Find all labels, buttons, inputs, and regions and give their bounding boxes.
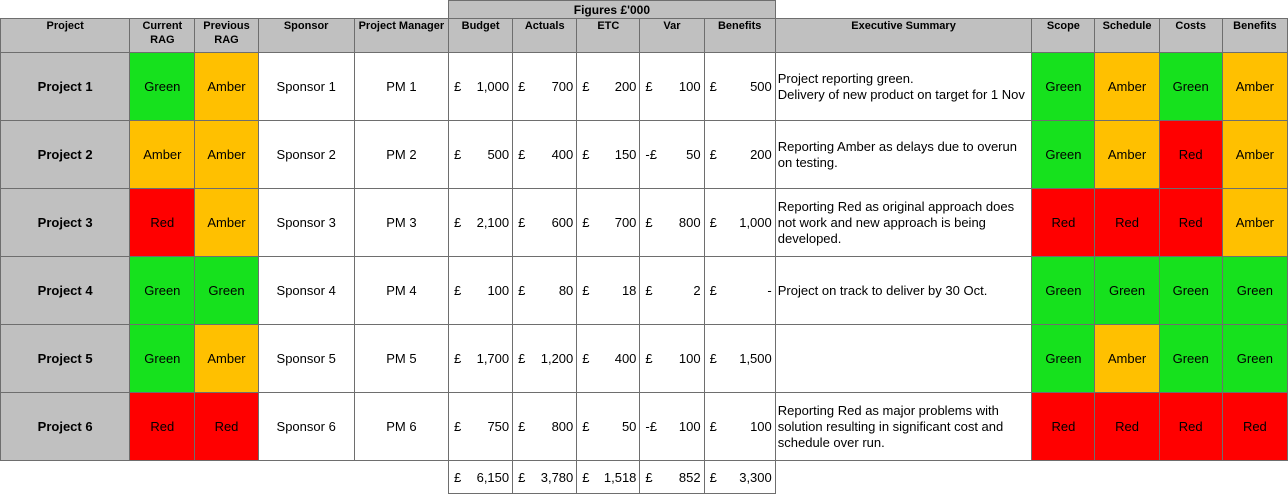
etc-cell <box>577 53 640 121</box>
costs-status-label: Green <box>1172 79 1209 94</box>
scope-status <box>1032 53 1095 121</box>
table-body <box>1 53 1288 461</box>
var-value: 100 <box>678 351 701 366</box>
benefits-value: 1,500 <box>739 351 772 366</box>
schedule-status <box>1095 189 1159 257</box>
project-manager-cell <box>354 121 448 189</box>
project-name: Project 4 <box>37 283 93 298</box>
actuals-value: 80 <box>558 283 574 298</box>
currency-symbol: £ <box>645 351 653 366</box>
benefits-status <box>1222 257 1287 325</box>
benefits-status-label: Amber <box>1235 147 1275 162</box>
benefits-value: 1,000 <box>739 215 772 230</box>
project-manager-name: PM 4 <box>386 283 417 298</box>
costs-status <box>1159 121 1222 189</box>
summary-line: solution resulting in significant cost and <box>777 418 1004 434</box>
scope-status-label: Red <box>1051 215 1076 230</box>
sponsor-cell <box>258 325 354 393</box>
schedule-status-label: Red <box>1115 419 1139 434</box>
currency-symbol: £ <box>454 469 462 485</box>
actuals-cell <box>513 53 577 121</box>
previous-rag-status-label: Amber <box>207 79 246 94</box>
budget-cell <box>449 325 513 393</box>
current-rag-status <box>130 393 195 461</box>
currency-symbol: £ <box>454 147 462 162</box>
blank-cell <box>1 461 449 494</box>
current-rag-status-label: Green <box>144 79 181 94</box>
actuals-value: 800 <box>551 419 574 434</box>
executive-summary-cell <box>775 121 1032 189</box>
previous-rag-status <box>195 121 258 189</box>
etc-value: 18 <box>621 283 637 298</box>
scope-status <box>1032 189 1095 257</box>
actuals-cell <box>513 393 577 461</box>
current-rag-status <box>130 257 195 325</box>
scope-status <box>1032 325 1095 393</box>
actuals-value: 600 <box>551 215 574 230</box>
project-manager-cell <box>354 325 448 393</box>
total-etc-value: 1,518 <box>603 469 637 485</box>
project-name: Project 6 <box>37 419 93 434</box>
etc-value: 50 <box>621 419 637 434</box>
currency-symbol: £ <box>582 147 590 162</box>
currency-symbol: £ <box>709 215 717 230</box>
sponsor-name: Sponsor 5 <box>276 351 336 366</box>
table-row <box>1 189 1288 257</box>
summary-line: on testing. <box>777 154 838 170</box>
project-manager-cell <box>354 393 448 461</box>
project-manager-name: PM 2 <box>386 147 417 162</box>
var-cell <box>640 53 704 121</box>
benefits-cell <box>704 393 775 461</box>
costs-status <box>1159 53 1222 121</box>
actuals-value: 1,200 <box>540 351 574 366</box>
scope-status-label: Green <box>1045 283 1082 298</box>
actuals-value: 400 <box>551 147 574 162</box>
budget-value: 1,700 <box>476 351 510 366</box>
total-var-cell <box>640 461 704 494</box>
column-header-row <box>1 19 1288 53</box>
figures-header-row <box>1 1 1288 19</box>
total-actuals-value: 3,780 <box>540 469 574 485</box>
executive-summary-cell <box>775 325 1032 393</box>
currency-symbol: £ <box>518 215 526 230</box>
etc-value: 400 <box>614 351 637 366</box>
benefits-value: 200 <box>750 147 772 162</box>
current-rag-status <box>130 53 195 121</box>
summary-line: developed. <box>777 230 842 246</box>
executive-summary-cell <box>775 393 1032 461</box>
currency-symbol: £ <box>518 351 526 366</box>
costs-status <box>1159 393 1222 461</box>
schedule-status-label: Amber <box>1107 79 1147 94</box>
var-cell <box>640 393 704 461</box>
header-current-rag: Current RAG <box>130 19 195 53</box>
header-project-manager: Project Manager <box>354 19 448 53</box>
budget-value: 100 <box>487 283 510 298</box>
currency-symbol: £ <box>454 419 462 434</box>
budget-cell <box>449 393 513 461</box>
total-benefits-cell <box>704 461 775 494</box>
current-rag-status-label: Green <box>144 351 181 366</box>
header-benefits: Benefits <box>704 19 775 53</box>
currency-symbol: £ <box>454 351 462 366</box>
currency-symbol: £ <box>709 283 717 298</box>
currency-symbol: £ <box>454 215 462 230</box>
currency-symbol: £ <box>709 79 717 94</box>
benefits-cell <box>704 257 775 325</box>
table-row <box>1 121 1288 189</box>
benefits-status-label: Green <box>1236 283 1273 298</box>
etc-value: 150 <box>614 147 637 162</box>
total-budget-cell <box>449 461 513 494</box>
budget-cell <box>449 257 513 325</box>
etc-value: 200 <box>614 79 637 94</box>
benefits-cell <box>704 189 775 257</box>
currency-symbol: £ <box>582 283 590 298</box>
currency-symbol: £ <box>454 79 462 94</box>
project-name: Project 5 <box>37 351 93 366</box>
etc-cell <box>577 257 640 325</box>
etc-cell <box>577 189 640 257</box>
previous-rag-status-label: Amber <box>207 351 246 366</box>
benefits-status-label: Red <box>1242 419 1267 434</box>
previous-rag-status <box>195 325 258 393</box>
etc-value: 700 <box>614 215 637 230</box>
project-manager-name: PM 5 <box>386 351 417 366</box>
benefits-value: - <box>767 283 772 298</box>
scope-status-label: Green <box>1045 79 1082 94</box>
project-manager-cell <box>354 189 448 257</box>
sponsor-cell <box>258 53 354 121</box>
var-value: 800 <box>678 215 701 230</box>
summary-line: not work and new approach is being <box>777 214 986 230</box>
currency-symbol: £ <box>582 79 590 94</box>
summary-line: Reporting Amber as delays due to overun <box>777 138 1017 154</box>
budget-cell <box>449 53 513 121</box>
current-rag-status <box>130 121 195 189</box>
previous-rag-status-label: Amber <box>207 215 246 230</box>
benefits-status-label: Amber <box>1235 215 1275 230</box>
schedule-status <box>1095 257 1159 325</box>
project-name: Project 2 <box>37 147 93 162</box>
header-var: Var <box>640 19 704 53</box>
executive-summary-cell <box>775 257 1032 325</box>
previous-rag-status <box>195 189 258 257</box>
sponsor-cell <box>258 121 354 189</box>
var-value: 100 <box>678 79 701 94</box>
current-rag-status-label: Green <box>144 283 181 298</box>
scope-status-label: Red <box>1051 419 1076 434</box>
project-name-cell <box>1 393 130 461</box>
summary-line: schedule over run. <box>777 434 885 450</box>
budget-value: 1,000 <box>476 79 510 94</box>
actuals-cell <box>513 325 577 393</box>
schedule-status-label: Red <box>1115 215 1139 230</box>
project-name-cell <box>1 325 130 393</box>
header-costs: Costs <box>1159 19 1222 53</box>
total-benefits-value: 3,300 <box>739 469 772 485</box>
var-value: 50 <box>686 147 701 162</box>
executive-summary-cell <box>775 189 1032 257</box>
table-row <box>1 325 1288 393</box>
table-row <box>1 53 1288 121</box>
benefits-cell <box>704 53 775 121</box>
currency-symbol: £ <box>709 419 717 434</box>
previous-rag-status-label: Red <box>214 419 239 434</box>
header-schedule: Schedule <box>1095 19 1159 53</box>
currency-symbol: £ <box>709 351 717 366</box>
costs-status-label: Red <box>1178 419 1203 434</box>
currency-symbol: £ <box>518 147 526 162</box>
blank-cell <box>775 1 1287 19</box>
sponsor-name: Sponsor 6 <box>276 419 336 434</box>
etc-cell <box>577 121 640 189</box>
var-cell <box>640 189 704 257</box>
var-cell <box>640 121 704 189</box>
header-executive-summary: Executive Summary <box>775 19 1032 53</box>
total-etc-cell <box>577 461 640 494</box>
actuals-cell <box>513 189 577 257</box>
benefits-cell <box>704 121 775 189</box>
benefits-status <box>1222 325 1287 393</box>
project-manager-name: PM 3 <box>386 215 417 230</box>
current-rag-status-label: Red <box>150 215 175 230</box>
summary-line: Project on track to deliver by 30 Oct. <box>777 282 988 298</box>
currency-symbol: £ <box>645 283 653 298</box>
schedule-status-label: Amber <box>1107 147 1147 162</box>
project-name: Project 3 <box>37 215 93 230</box>
project-name: Project 1 <box>37 79 93 94</box>
currency-symbol: £ <box>518 283 526 298</box>
benefits-status-label: Amber <box>1235 79 1275 94</box>
table-row <box>1 257 1288 325</box>
summary-line: Reporting Red as major problems with <box>777 402 999 418</box>
current-rag-status-label: Amber <box>143 147 182 162</box>
costs-status <box>1159 325 1222 393</box>
total-budget-value: 6,150 <box>476 469 510 485</box>
currency-symbol: £ <box>582 419 590 434</box>
scope-status <box>1032 257 1095 325</box>
actuals-value: 700 <box>551 79 574 94</box>
benefits-cell <box>704 325 775 393</box>
figures-label: Figures £'000 <box>449 1 776 19</box>
budget-cell <box>449 189 513 257</box>
header-previous-rag: Previous RAG <box>195 19 258 53</box>
scope-status <box>1032 121 1095 189</box>
project-manager-name: PM 6 <box>386 419 417 434</box>
currency-symbol: £ <box>709 147 717 162</box>
header-scope: Scope <box>1032 19 1095 53</box>
header-project: Project <box>1 19 130 53</box>
totals-row <box>1 461 1288 494</box>
project-manager-cell <box>354 53 448 121</box>
header-actuals: Actuals <box>513 19 577 53</box>
blank-cell <box>1 1 449 19</box>
header-sponsor: Sponsor <box>258 19 354 53</box>
summary-line: Reporting Red as original approach does <box>777 198 1015 214</box>
benefits-status-label: Green <box>1236 351 1273 366</box>
summary-line: Delivery of new product on target for 1 Nov <box>777 86 1025 102</box>
currency-symbol: £ <box>518 419 526 434</box>
var-cell <box>640 325 704 393</box>
executive-summary-cell <box>775 53 1032 121</box>
benefits-status <box>1222 53 1287 121</box>
previous-rag-status <box>195 53 258 121</box>
schedule-status <box>1095 325 1159 393</box>
currency-symbol: £ <box>645 79 653 94</box>
previous-rag-status <box>195 257 258 325</box>
actuals-cell <box>513 121 577 189</box>
schedule-status-label: Amber <box>1107 351 1147 366</box>
currency-symbol: £ <box>582 351 590 366</box>
currency-symbol: £ <box>582 215 590 230</box>
currency-symbol: £ <box>454 283 462 298</box>
budget-value: 750 <box>487 419 510 434</box>
project-name-cell <box>1 53 130 121</box>
costs-status-label: Green <box>1172 283 1209 298</box>
currency-symbol: £ <box>518 469 526 485</box>
costs-status <box>1159 257 1222 325</box>
summary-line: Project reporting green. <box>777 70 914 86</box>
currency-symbol: £ <box>518 79 526 94</box>
project-manager-name: PM 1 <box>386 79 417 94</box>
var-cell <box>640 257 704 325</box>
currency-symbol: -£ <box>645 147 657 162</box>
etc-cell <box>577 393 640 461</box>
scope-status <box>1032 393 1095 461</box>
etc-cell <box>577 325 640 393</box>
sponsor-name: Sponsor 4 <box>276 283 336 298</box>
benefits-status <box>1222 393 1287 461</box>
sponsor-name: Sponsor 2 <box>276 147 336 162</box>
benefits-value: 100 <box>750 419 772 434</box>
var-value: 2 <box>693 283 701 298</box>
costs-status-label: Green <box>1172 351 1209 366</box>
sponsor-name: Sponsor 1 <box>276 79 336 94</box>
sponsor-cell <box>258 257 354 325</box>
currency-symbol: £ <box>645 469 653 485</box>
currency-symbol: £ <box>645 215 653 230</box>
scope-status-label: Green <box>1045 351 1082 366</box>
schedule-status <box>1095 121 1159 189</box>
header-budget: Budget <box>449 19 513 53</box>
blank-cell <box>775 461 1287 494</box>
header-etc: ETC <box>577 19 640 53</box>
benefits-status <box>1222 189 1287 257</box>
sponsor-cell <box>258 393 354 461</box>
project-name-cell <box>1 189 130 257</box>
schedule-status <box>1095 393 1159 461</box>
budget-value: 500 <box>487 147 510 162</box>
current-rag-status <box>130 325 195 393</box>
total-var-value: 852 <box>678 469 701 485</box>
benefits-value: 500 <box>750 79 772 94</box>
costs-status <box>1159 189 1222 257</box>
total-actuals-cell <box>513 461 577 494</box>
actuals-cell <box>513 257 577 325</box>
currency-symbol: £ <box>582 469 590 485</box>
previous-rag-status <box>195 393 258 461</box>
budget-value: 2,100 <box>476 215 510 230</box>
costs-status-label: Red <box>1178 147 1203 162</box>
schedule-status-label: Green <box>1108 283 1146 298</box>
sponsor-cell <box>258 189 354 257</box>
current-rag-status-label: Red <box>150 419 175 434</box>
currency-symbol: -£ <box>645 419 657 434</box>
costs-status-label: Red <box>1178 215 1203 230</box>
var-value: 100 <box>678 419 701 434</box>
current-rag-status <box>130 189 195 257</box>
project-name-cell <box>1 121 130 189</box>
previous-rag-status-label: Green <box>208 283 245 298</box>
project-name-cell <box>1 257 130 325</box>
sponsor-name: Sponsor 3 <box>276 215 336 230</box>
schedule-status <box>1095 53 1159 121</box>
header-benefits-rag: Benefits <box>1222 19 1287 53</box>
scope-status-label: Green <box>1045 147 1082 162</box>
table-row <box>1 393 1288 461</box>
budget-cell <box>449 121 513 189</box>
project-manager-cell <box>354 257 448 325</box>
previous-rag-status-label: Amber <box>207 147 246 162</box>
benefits-status <box>1222 121 1287 189</box>
currency-symbol: £ <box>709 469 717 485</box>
